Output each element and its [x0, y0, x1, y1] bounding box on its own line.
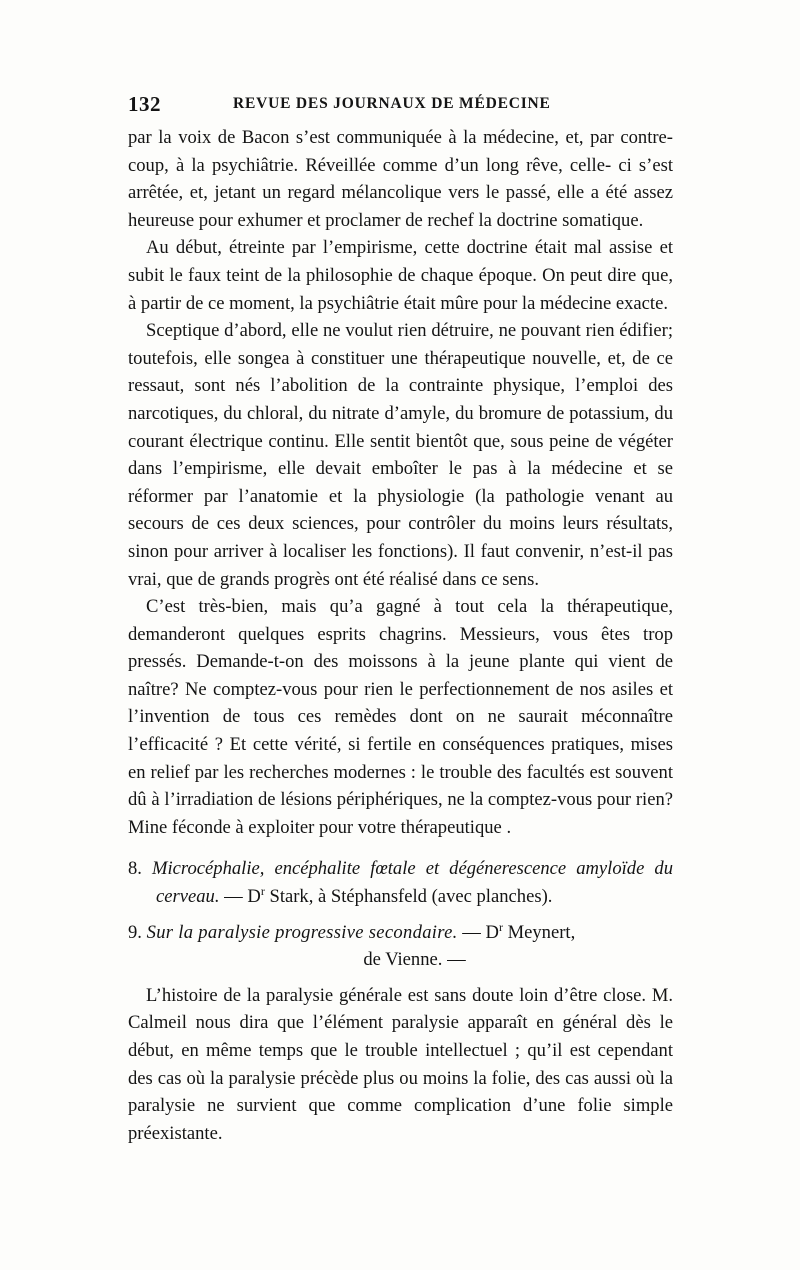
paragraph-2: Au début, étreinte par l’empirisme, cette doctrine était mal assise et subit le faux teint de la philosophie de chaque époque. On peut dire que, à partir de ce moment, la psychiâtrie était mûre pour la médecine exacte. [128, 237, 673, 314]
entry-number: 8. [128, 858, 142, 880]
entry-number: 9. [128, 921, 142, 943]
entry-author: Meynert, [502, 921, 576, 943]
bibliography-entry-9 [128, 919, 673, 974]
entry-author-prefix: — D [219, 886, 261, 908]
paragraph-1: par la voix de Bacon s’est communiquée à la médecine, et, par contre-coup, à la psychiâtrie. Réveillée comme d’un long rêve, celle- ci s’est arrêtée, et, jetant un regard mélancolique vers le passé, elle a été assez heureuse pour exhumer et proclamer de rechef la doctrine somatique. [128, 127, 673, 231]
closing-paragraph: L’histoire de la paralysie générale est sans doute loin d’être close. M. Calmeil nous dira que l’élément paralysie apparaît en général dès le début, en même temps que le trouble intellectuel ; qu’il est cependant des cas où la paralysie précède plus ou moins la folie, des cas aussi où la paralysie ne survient que comme complication d’une folie simple préexistante. [128, 984, 673, 1144]
entry-author-sup: r [260, 883, 265, 898]
entry-author-prefix: — D [457, 921, 499, 943]
entry-author-sup: r [498, 919, 503, 934]
entry-author: Stark, à Stéphansfeld (avec planches). [264, 886, 553, 908]
journal-title: REVUE DES JOURNAUX DE MÉDECINE [233, 95, 551, 112]
bibliography-entry-8 [128, 855, 673, 910]
entry-title: Sur la paralysie progressive secondaire. [146, 921, 458, 943]
running-head [128, 92, 678, 116]
body-text [128, 124, 673, 1147]
paragraph-3: Sceptique d’abord, elle ne voulut rien détruire, ne pouvant rien édifier; toutefois, elle songea à constituer une thérapeutique nouvelle, et, de ce ressaut, sont nés l’abolition de la contrainte physique, l’emploi des narcotiques, du chloral, du nitrate d’amyle, du bromure de potassium, du courant électrique continu. Elle sentit bientôt que, sous peine de végéter dans l’empirisme, elle devait emboîter le pas à la médecine et se réformer par l’anatomie et la physiologie (la pathologie venant au secours de ces deux sciences, pour contrôler du moins leurs résultats, sinon pour arriver à localiser les fonctions). Il faut convenir, n’est-il pas vrai, que de grands progrès ont été réalisé dans ce sens. [128, 320, 673, 590]
entry-title: Microcéphalie, encéphalite fœtale et dégénerescence amyloïde du cerveau. [152, 858, 674, 908]
entry-continuation: de Vienne. — [363, 949, 466, 971]
paragraph-4: C’est très-bien, mais qu’a gagné à tout cela la thérapeutique, demanderont quelques esprits chagrins. Messieurs, vous êtes trop pressés. Demande-t-on des moissons à la jeune plante qui vient de naître? Ne comptez-vous pour rien le perfectionnement de nos asiles et l’invention de tous ces remèdes dont on ne saurait méconnaître l’efficacité ? Et cette vérité, si fertile en conséquences pratiques, mises en relief par les recherches modernes : le trouble des facultés est souvent dû à l’irradiation de lésions périphériques, ne la comptez-vous pour rien? Mine féconde à exploiter pour votre thérapeutique . [128, 596, 673, 838]
page-number: 132 [128, 92, 161, 116]
